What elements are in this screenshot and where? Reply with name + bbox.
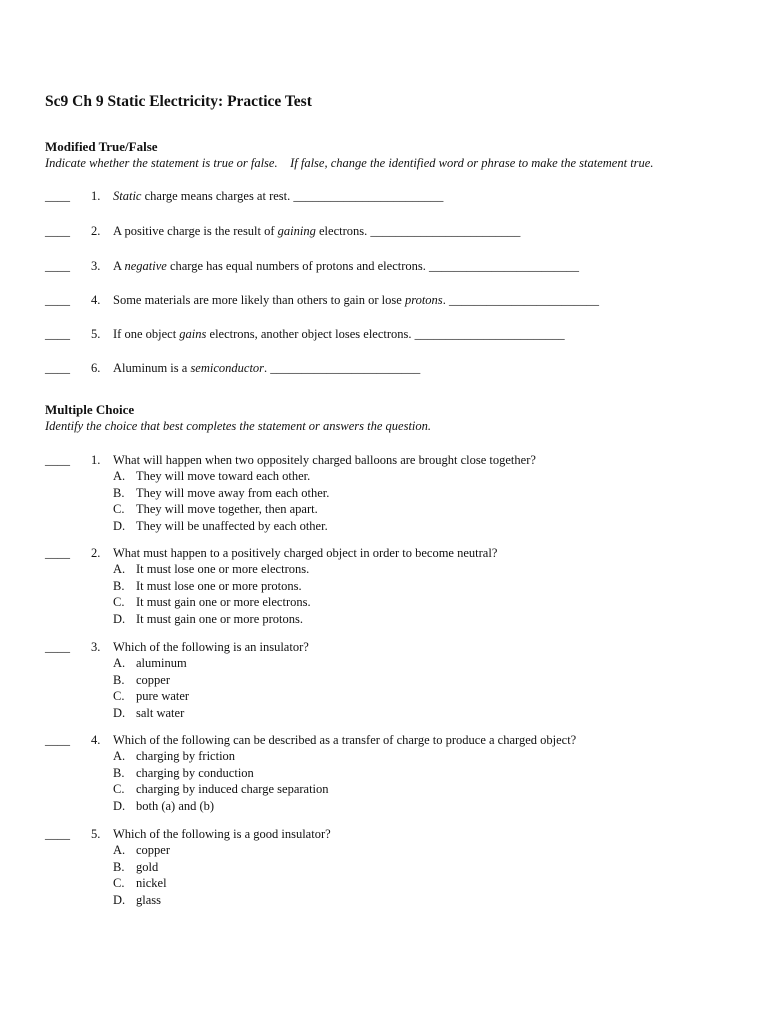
- choice-letter: A.: [113, 656, 126, 671]
- choice-list: [113, 655, 189, 721]
- choice-list: [113, 561, 311, 627]
- choice-text: salt water: [136, 705, 185, 720]
- answer-blank[interactable]: ____: [45, 733, 70, 747]
- choice-letter: D.: [113, 798, 126, 813]
- question-text: Which of the following is a good insulator?: [113, 827, 331, 841]
- choice-text: pure water: [136, 689, 190, 704]
- question-text: What must happen to a positively charged object in order to become neutral?: [113, 546, 498, 560]
- choice-letter: C.: [113, 876, 125, 891]
- choice-option[interactable]: [113, 672, 189, 688]
- choice-letter: C.: [113, 595, 125, 610]
- answer-blank[interactable]: ____: [45, 827, 70, 841]
- choice-list: [113, 842, 170, 908]
- identified-word: gaining: [277, 224, 316, 238]
- choice-option[interactable]: [113, 561, 311, 577]
- choice-text: charging by friction: [136, 749, 236, 764]
- choice-letter: B.: [113, 765, 125, 780]
- choice-letter: A.: [113, 843, 126, 858]
- choice-text: copper: [136, 672, 171, 687]
- answer-blank[interactable]: ____: [45, 189, 70, 203]
- question-number: 4.: [91, 733, 101, 747]
- choice-option[interactable]: [113, 594, 311, 610]
- choice-letter: A.: [113, 469, 126, 484]
- choice-letter: B.: [113, 485, 125, 500]
- choice-text: They will be unaffected by each other.: [136, 518, 328, 533]
- choice-option[interactable]: [113, 892, 170, 908]
- question-text: A positive charge is the result of gaining electrons. ________________________: [113, 224, 521, 238]
- question-text: Some materials are more likely than others to gain or lose protons. ________________________: [113, 293, 599, 307]
- choice-option[interactable]: [113, 705, 189, 721]
- choice-option[interactable]: [113, 501, 329, 517]
- choice-text: They will move away from each other.: [136, 485, 330, 500]
- question-number: 6.: [91, 361, 101, 375]
- choice-letter: C.: [113, 689, 125, 704]
- question-text: Static charge means charges at rest. ________________________: [113, 189, 444, 203]
- choice-letter: D.: [113, 611, 126, 626]
- answer-blank[interactable]: ____: [45, 546, 70, 560]
- question-text: A negative charge has equal numbers of protons and electrons. ________________________: [113, 259, 580, 273]
- choice-letter: B.: [113, 578, 125, 593]
- choice-text: It must gain one or more electrons.: [136, 595, 311, 610]
- choice-option[interactable]: [113, 765, 329, 781]
- question-text: If one object gains electrons, another object loses electrons. ________________________: [113, 327, 565, 341]
- question-number: 1.: [91, 453, 101, 467]
- choice-option[interactable]: [113, 578, 311, 594]
- question-text: Which of the following can be described as a transfer of charge to produce a charged object?: [113, 733, 577, 747]
- question-number: 5.: [91, 327, 101, 341]
- choice-letter: D.: [113, 518, 126, 533]
- choice-option[interactable]: [113, 611, 311, 627]
- mc-instruction: Identify the choice that best completes the statement or answers the question.: [45, 419, 432, 433]
- choice-option[interactable]: [113, 842, 170, 858]
- choice-text: nickel: [136, 876, 167, 891]
- choice-letter: D.: [113, 705, 126, 720]
- question-number: 1.: [91, 189, 101, 203]
- choice-text: It must lose one or more electrons.: [136, 562, 310, 577]
- answer-blank[interactable]: ____: [45, 327, 70, 341]
- choice-list: [113, 748, 329, 814]
- question-number: 5.: [91, 827, 101, 841]
- choice-option[interactable]: [113, 468, 329, 484]
- choice-text: It must gain one or more protons.: [136, 611, 303, 626]
- question-number: 2.: [91, 546, 101, 560]
- question-number: 3.: [91, 259, 101, 273]
- question-text: What will happen when two oppositely charged balloons are brought close together?: [113, 453, 536, 467]
- identified-word: Static: [113, 189, 142, 203]
- choice-option[interactable]: [113, 798, 329, 814]
- choice-letter: A.: [113, 562, 126, 577]
- choice-text: glass: [136, 892, 161, 907]
- choice-letter: B.: [113, 672, 125, 687]
- choice-option[interactable]: [113, 518, 329, 534]
- tf-heading: Modified True/False: [45, 139, 158, 154]
- choice-letter: C.: [113, 782, 125, 797]
- choice-option[interactable]: [113, 875, 170, 891]
- tf-instruction: Indicate whether the statement is true or false. If false, change the identified word or phrase to make the statement true.: [45, 156, 654, 170]
- answer-blank[interactable]: ____: [45, 640, 70, 654]
- choice-text: aluminum: [136, 656, 187, 671]
- choice-text: It must lose one or more protons.: [136, 578, 302, 593]
- choice-letter: C.: [113, 502, 125, 517]
- choice-text: both (a) and (b): [136, 798, 215, 813]
- identified-word: negative: [124, 259, 167, 273]
- choice-option[interactable]: [113, 485, 329, 501]
- choice-list: [113, 468, 329, 534]
- choice-text: They will move toward each other.: [136, 469, 311, 484]
- choice-letter: D.: [113, 892, 126, 907]
- choice-text: They will move together, then apart.: [136, 502, 318, 517]
- question-number: 3.: [91, 640, 101, 654]
- choice-option[interactable]: [113, 781, 329, 797]
- question-number: 2.: [91, 224, 101, 238]
- question-number: 4.: [91, 293, 101, 307]
- question-text: Aluminum is a semiconductor. ________________________: [113, 361, 421, 375]
- choice-text: charging by induced charge separation: [136, 782, 329, 797]
- choice-letter: A.: [113, 749, 126, 764]
- answer-blank[interactable]: ____: [45, 453, 70, 467]
- question-text: Which of the following is an insulator?: [113, 640, 309, 654]
- choice-option[interactable]: [113, 655, 189, 671]
- page-title: Sc9 Ch 9 Static Electricity: Practice Test: [45, 93, 312, 110]
- identified-word: semiconductor: [190, 361, 265, 375]
- choice-option[interactable]: [113, 688, 189, 704]
- choice-text: charging by conduction: [136, 765, 254, 780]
- choice-text: gold: [136, 859, 159, 874]
- answer-blank[interactable]: ____: [45, 361, 70, 375]
- answer-blank[interactable]: ____: [45, 259, 70, 273]
- choice-text: copper: [136, 843, 171, 858]
- answer-blank[interactable]: ____: [45, 293, 70, 307]
- mc-heading: Multiple Choice: [45, 402, 135, 417]
- choice-letter: B.: [113, 859, 125, 874]
- answer-blank[interactable]: ____: [45, 224, 70, 238]
- choice-option[interactable]: [113, 748, 329, 764]
- identified-word: protons: [404, 293, 443, 307]
- identified-word: gains: [179, 327, 207, 341]
- choice-option[interactable]: [113, 859, 170, 875]
